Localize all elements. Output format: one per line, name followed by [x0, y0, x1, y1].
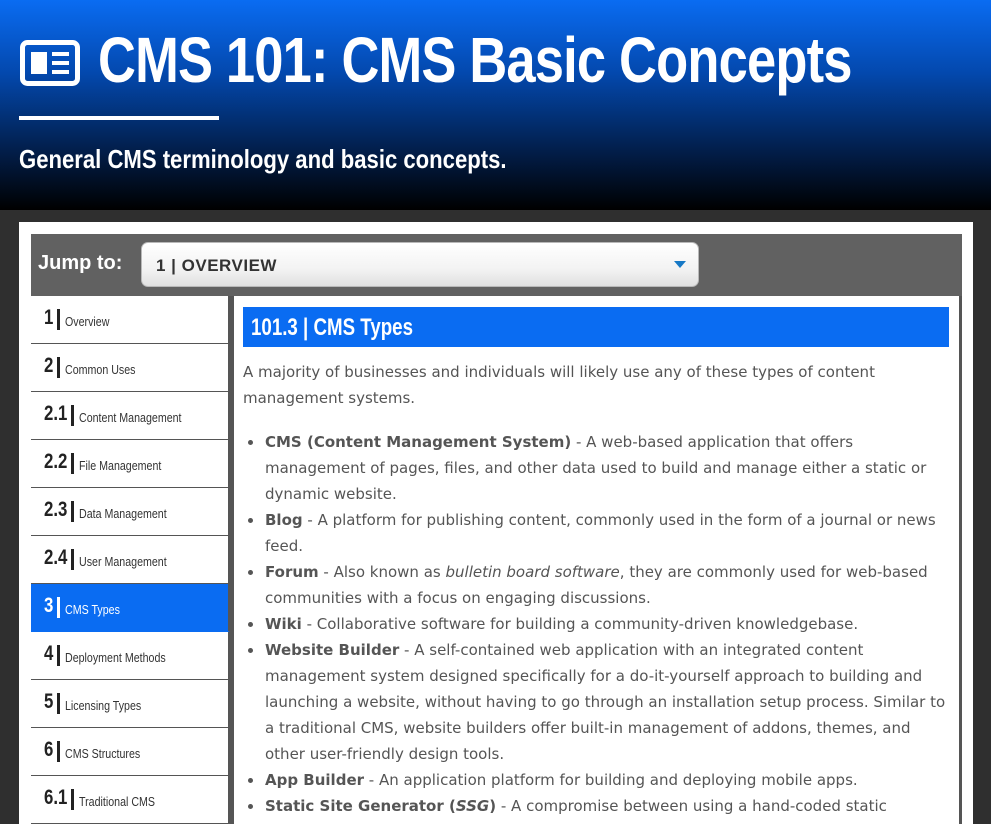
page-title: CMS 101: CMS Basic Concepts — [98, 24, 852, 96]
dropdown-caret-icon — [674, 261, 686, 268]
sidebar-item-label: File Management — [79, 458, 162, 473]
sidebar-item-number: 1 — [44, 306, 54, 329]
type-name: CMS (Content Management System) — [265, 433, 572, 451]
jump-to-label: Jump to: — [38, 252, 123, 274]
sidebar-item-label: Deployment Methods — [65, 650, 167, 665]
sidebar-item-label: Traditional CMS — [79, 794, 156, 809]
type-description: A self-contained web application with an integrated content management system designed specifically for a do-it-yourself approach to building and launching a website, without having to go through an installation setup process. Similar to a traditional CMS, website builders offer built-in management of addons, themes, and other user-friendly design tools. — [265, 641, 946, 763]
title-divider — [19, 116, 219, 120]
sidebar-item-label: CMS Types — [65, 602, 121, 617]
jump-to-bar — [31, 234, 962, 296]
newspaper-icon — [20, 40, 80, 86]
sidebar-item-content-management[interactable] — [31, 392, 230, 440]
type-description-italic: bulletin board software — [445, 563, 620, 581]
type-description: A compromise between using a hand-coded static — [511, 797, 887, 815]
jump-to-selected-value: 1 | OVERVIEW — [156, 256, 277, 275]
sidebar-item-deployment-methods[interactable] — [31, 632, 230, 680]
sidebar-item-licensing-types[interactable] — [31, 680, 230, 728]
list-item-ssg: Static Site Generator (SSG) - A compromise between using a hand-coded static — [243, 793, 949, 819]
bullet-icon — [248, 440, 253, 445]
sidebar-item-divider — [71, 789, 74, 810]
sidebar-item-divider — [71, 549, 74, 570]
type-name: Blog — [265, 511, 303, 529]
sidebar-item-label: Content Management — [79, 410, 182, 425]
list-item-forum: Forum - Also known as bulletin board software, they are commonly used for web-based communities with a focus on engaging discussions. — [243, 559, 949, 611]
type-name: Website Builder — [265, 641, 400, 659]
sidebar-item-divider — [57, 645, 60, 666]
list-item-app-builder: App Builder - An application platform for building and deploying mobile apps. — [243, 767, 949, 793]
sidebar-item-divider — [57, 693, 60, 714]
type-description: An application platform for building and deploying mobile apps. — [378, 771, 858, 789]
sidebar-item-number: 6 — [44, 738, 54, 761]
sidebar-item-label: User Management — [79, 554, 168, 569]
type-description-end: , they are commonly used for web-based communities with a focus on engaging discussions. — [265, 563, 928, 607]
bullet-icon — [248, 570, 253, 575]
sidebar-item-divider — [71, 501, 74, 522]
content-card — [19, 222, 973, 824]
sidebar-item-divider — [57, 597, 60, 618]
sidebar-item-overview[interactable] — [31, 296, 230, 344]
sidebar-item-label: CMS Structures — [65, 746, 141, 761]
sidebar-item-number: 2.4 — [44, 546, 68, 569]
type-name-start: Static Site Generator ( — [265, 797, 456, 815]
sidebar-item-number: 2.3 — [44, 498, 68, 521]
jump-to-select[interactable] — [141, 242, 699, 287]
type-name: App Builder — [265, 771, 365, 789]
list-item-website-builder: Website Builder - A self-contained web application with an integrated content management system designed specifically for a do-it-yourself approach to building and launching a website, without having to go through an installation setup process. Similar to a traditional CMS, website builders offer built-in management of addons, themes, and other user-friendly design tools. — [243, 637, 949, 767]
sidebar-item-common-uses[interactable] — [31, 344, 230, 392]
list-item-wiki: Wiki - Collaborative software for building a community-driven knowledgebase. — [243, 611, 949, 637]
content-right-border — [959, 296, 962, 824]
page-header — [0, 0, 991, 210]
sidebar-item-number: 3 — [44, 594, 54, 617]
section-intro: A majority of businesses and individuals will likely use any of these types of content management systems. — [243, 363, 875, 407]
sidebar-item-divider — [57, 741, 60, 762]
section-title: 101.3 | CMS Types — [251, 314, 414, 341]
sidebar-item-number: 2 — [44, 354, 54, 377]
sidebar-item-label: Licensing Types — [65, 698, 142, 713]
sidebar-item-cms-structures[interactable] — [31, 728, 230, 776]
bullet-icon — [248, 804, 253, 809]
type-name-italic: SSG — [455, 797, 490, 815]
list-item-cms: CMS (Content Management System) - A web-based application that offers management of pages, files, and other data used to build and manage either a static or dynamic website. — [243, 429, 949, 507]
type-name-end: ) — [489, 797, 497, 815]
sidebar-item-traditional-cms[interactable] — [31, 776, 230, 824]
bullet-icon — [248, 778, 253, 783]
sidebar-item-data-management[interactable] — [31, 488, 230, 536]
type-description-start: Also known as — [333, 563, 446, 581]
content-left-border — [230, 296, 234, 824]
sidebar-item-number: 4 — [44, 642, 54, 665]
sidebar-item-number: 5 — [44, 690, 54, 713]
sidebar-item-label: Data Management — [79, 506, 168, 521]
bullet-icon — [248, 622, 253, 627]
type-description: Collaborative software for building a community-driven knowledgebase. — [316, 615, 859, 633]
sidebar-item-user-management[interactable] — [31, 536, 230, 584]
sidebar-item-number: 2.2 — [44, 450, 68, 473]
type-description: A platform for publishing content, commonly used in the form of a journal or news feed. — [265, 511, 936, 555]
type-name: Forum — [265, 563, 319, 581]
type-name — [265, 797, 496, 815]
cms-types-list — [243, 429, 949, 819]
list-item-blog: Blog - A platform for publishing content, commonly used in the form of a journal or news feed. — [243, 507, 949, 559]
sidebar-item-number: 6.1 — [44, 786, 68, 809]
bullet-icon — [248, 648, 253, 653]
type-name: Wiki — [265, 615, 302, 633]
section-sidebar — [31, 296, 230, 824]
sidebar-item-cms-types[interactable] — [31, 584, 230, 632]
sidebar-item-divider — [71, 453, 74, 474]
sidebar-item-divider — [57, 357, 60, 378]
sidebar-item-label: Common Uses — [65, 362, 136, 377]
sidebar-item-label: Overview — [65, 314, 110, 329]
section-heading — [243, 307, 949, 347]
sidebar-item-divider — [57, 309, 60, 330]
sidebar-item-number: 2.1 — [44, 402, 68, 425]
sidebar-item-file-management[interactable] — [31, 440, 230, 488]
type-description: A web-based application that offers management of pages, files, and other data used to build and manage either a static or dynamic website. — [265, 433, 927, 503]
sidebar-item-divider — [71, 405, 74, 426]
page-subtitle: General CMS terminology and basic concepts. — [19, 144, 507, 174]
bullet-icon — [248, 518, 253, 523]
